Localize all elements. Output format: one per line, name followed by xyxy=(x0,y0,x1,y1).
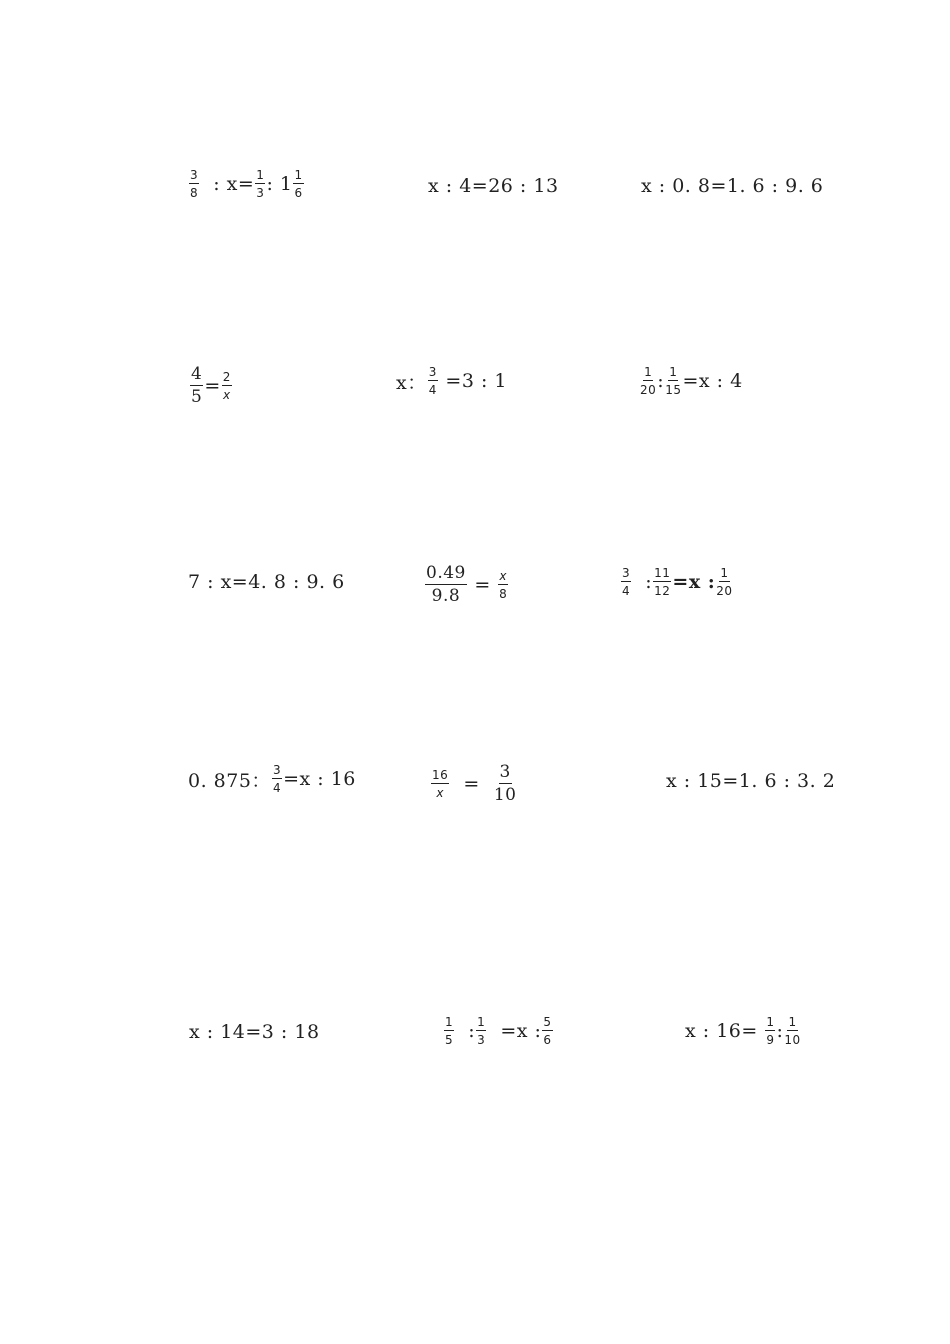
fraction-numerator: x xyxy=(499,569,507,583)
fraction-denominator: x xyxy=(436,786,444,800)
fraction xyxy=(716,567,732,597)
equation-text: x : 15=1. 6 : 3. 2 xyxy=(666,770,836,792)
equation-text: =x : 4 xyxy=(682,370,743,392)
fraction xyxy=(425,565,467,605)
equation-text: x： xyxy=(396,371,427,394)
fraction-denominator: 3 xyxy=(477,1033,486,1047)
fraction xyxy=(494,764,517,804)
fraction-denominator: 10 xyxy=(493,785,517,805)
fraction-denominator: x xyxy=(223,388,231,402)
fraction-denominator: 4 xyxy=(428,383,437,397)
problem-3 xyxy=(641,175,823,197)
equation-text: =x : xyxy=(672,571,716,593)
fraction xyxy=(765,1016,775,1046)
fraction xyxy=(653,567,671,597)
fraction-numerator: 5 xyxy=(543,1015,552,1029)
problem-12 xyxy=(666,770,835,792)
fraction-denominator: 15 xyxy=(665,383,682,397)
fraction xyxy=(189,169,199,199)
equation-text: = xyxy=(467,574,498,596)
fraction-denominator: 5 xyxy=(445,1033,454,1047)
fraction xyxy=(431,769,449,799)
fraction-denominator: 8 xyxy=(190,186,199,200)
fraction-numerator: 1 xyxy=(294,168,303,182)
fraction-numerator: 3 xyxy=(499,762,511,782)
equation-text: =x : 16 xyxy=(283,768,356,790)
fraction xyxy=(293,169,303,199)
equation-text: : xyxy=(657,370,665,392)
fraction xyxy=(444,1016,454,1046)
fraction-numerator: 3 xyxy=(190,168,199,182)
problem-10 xyxy=(188,764,356,794)
fraction-denominator: 6 xyxy=(294,186,303,200)
fraction-numerator: 11 xyxy=(654,566,671,580)
fraction-numerator: 3 xyxy=(272,763,282,777)
fraction-denominator: 6 xyxy=(543,1033,552,1047)
problem-1 xyxy=(188,169,305,199)
problem-14 xyxy=(443,1016,554,1046)
equation-text: x : 4=26 : 13 xyxy=(428,175,559,197)
fraction-denominator: 20 xyxy=(640,383,657,397)
fraction-numerator: 16 xyxy=(432,768,449,782)
problem-4 xyxy=(189,366,233,406)
problem-9 xyxy=(620,567,734,597)
fraction xyxy=(255,169,265,199)
fraction-numerator: 1 xyxy=(256,168,265,182)
equation-text: =3 : 1 xyxy=(438,370,507,392)
fraction-numerator: 1 xyxy=(766,1015,775,1029)
problem-6 xyxy=(639,366,743,396)
equation-text: =x : xyxy=(487,1020,542,1042)
fraction xyxy=(190,366,203,406)
problem-5 xyxy=(396,366,507,396)
fraction-numerator: 1 xyxy=(720,566,729,580)
fraction-numerator: 1 xyxy=(477,1015,486,1029)
fraction-denominator: 20 xyxy=(716,584,733,598)
fraction-denominator: 9 xyxy=(766,1033,775,1047)
fraction xyxy=(498,570,508,600)
equation-text: : xyxy=(776,1020,784,1042)
equation-text: x : 0. 8=1. 6 : 9. 6 xyxy=(641,175,824,197)
fraction-numerator: 3 xyxy=(622,566,631,580)
fraction-denominator: 5 xyxy=(191,387,203,407)
fraction xyxy=(428,366,438,396)
fraction-numerator: 1 xyxy=(644,365,653,379)
fraction-denominator: 12 xyxy=(654,584,671,598)
fraction xyxy=(784,1016,800,1046)
equation-text: = xyxy=(450,773,493,795)
equation-text: : xyxy=(632,571,653,593)
fraction-numerator: 3 xyxy=(428,365,437,379)
fraction-numerator: 1 xyxy=(788,1015,797,1029)
fraction-numerator: 1 xyxy=(669,365,678,379)
equation-text: : xyxy=(455,1020,476,1042)
fraction xyxy=(272,764,282,794)
fraction xyxy=(640,366,656,396)
problem-15 xyxy=(685,1016,802,1046)
equation-text: x : 16= xyxy=(685,1020,765,1042)
fraction xyxy=(542,1016,552,1046)
fraction-denominator: 4 xyxy=(622,584,631,598)
fraction xyxy=(222,371,232,401)
fraction xyxy=(621,567,631,597)
fraction-denominator: 10 xyxy=(784,1033,801,1047)
problem-2 xyxy=(428,175,559,197)
fraction-numerator: 2 xyxy=(222,370,231,384)
fraction-numerator: 0.49 xyxy=(426,563,466,583)
fraction-denominator: 8 xyxy=(499,587,508,601)
fraction-numerator: 4 xyxy=(191,364,203,384)
fraction-denominator: 3 xyxy=(256,186,265,200)
problem-13 xyxy=(189,1021,320,1043)
equation-text: = xyxy=(204,375,221,397)
problem-8 xyxy=(424,565,509,605)
equation-text: 0. 875： xyxy=(188,769,271,792)
equation-text: x : 14=3 : 18 xyxy=(189,1021,320,1043)
fraction xyxy=(665,366,681,396)
problem-7 xyxy=(188,571,345,593)
problem-11 xyxy=(430,764,518,804)
equation-text: 7 : x=4. 8 : 9. 6 xyxy=(188,571,345,593)
fraction-denominator: 9.8 xyxy=(431,586,461,606)
equation-text: : 1 xyxy=(266,173,293,195)
fraction-numerator: 1 xyxy=(445,1015,454,1029)
fraction xyxy=(476,1016,486,1046)
fraction-denominator: 4 xyxy=(272,781,282,795)
equation-text: : x= xyxy=(200,173,255,195)
